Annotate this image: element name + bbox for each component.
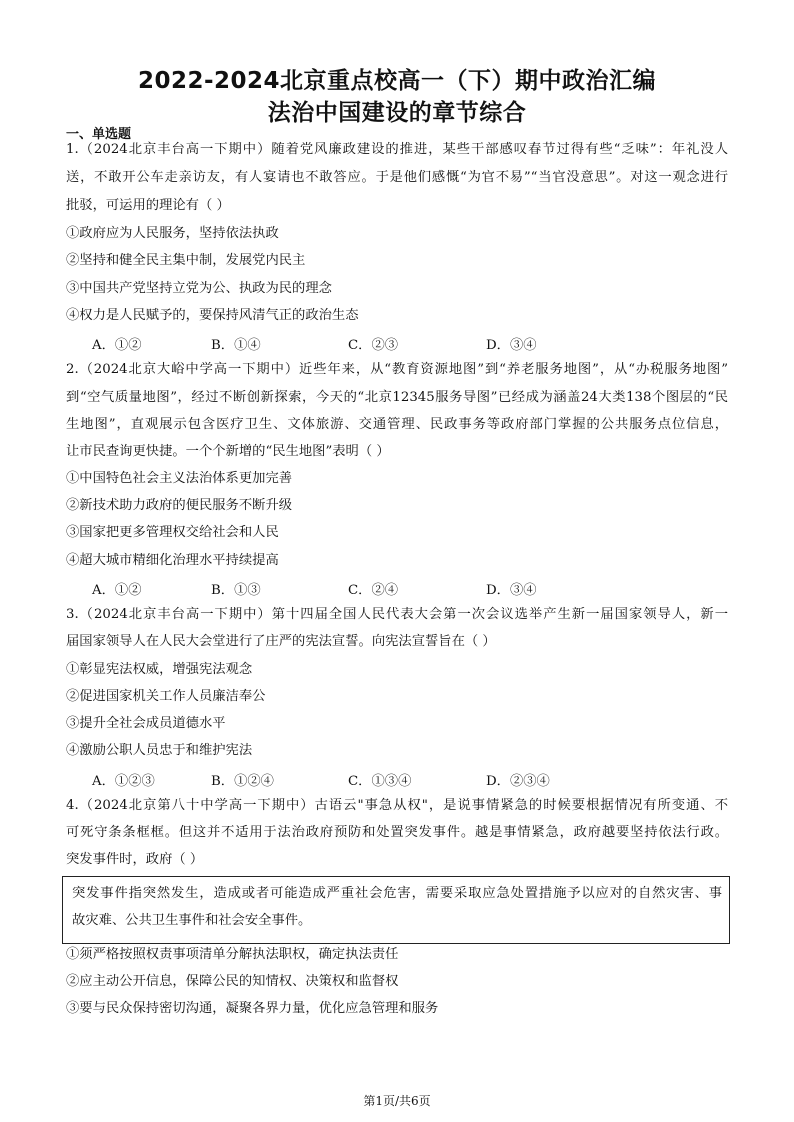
page-number: 第1页/共6页: [363, 1094, 431, 1108]
question-1-statement: ④权力是人民赋予的，要保持风清气正的政治生态: [66, 308, 359, 323]
question-1-choice-a: A．①②: [92, 338, 142, 353]
question-2-statement: ③国家把更多管理权交给社会和人民: [66, 525, 279, 540]
question-4-statement: ②应主动公开信息，保障公民的知情权、决策权和监督权: [66, 974, 399, 989]
question-1-choice-d: D．③④: [486, 338, 537, 353]
question-3-statement: ②促进国家机关工作人员廉洁奉公: [66, 689, 266, 704]
question-3-statement: ①彰显宪法权威，增强宪法观念: [66, 662, 253, 677]
doc-subtitle: 法治中国建设的章节综合: [267, 100, 527, 126]
question-4-stem-line: 可死守条条框框。但这并不适用于法治政府预防和处置突发事件。越是事情紧急，政府越要坚持依法行政。: [66, 825, 728, 840]
question-4-stem-line: 4.（2024北京第八十中学高一下期中）古语云"事急从权"，是说事情紧急的时候要根据情况有所变通、不: [66, 798, 728, 813]
question-2-stem-line: 2.（2024北京大峪中学高一下期中）近些年来，从“教育资源地图”到“养老服务地图”，从“办税服务地图”: [66, 362, 728, 377]
question-3-stem-line: 届国家领导人在人民大会堂进行了庄严的宪法宣誓。向宪法宣誓旨在（ ）: [66, 634, 496, 649]
section-heading: 一、单选题: [66, 127, 132, 142]
question-3-choice-c: C．①③④: [348, 774, 412, 789]
question-2-choice-d: D．③④: [486, 583, 537, 598]
doc-title: 2022-2024北京重点校高一（下）期中政治汇编: [137, 68, 657, 94]
question-2-choice-a: A．①②: [92, 583, 142, 598]
question-2-choice-c: C．②④: [348, 583, 399, 598]
question-1-choice-c: C．②③: [348, 338, 399, 353]
question-1-stem-line: 送，不敢开公车走亲访友，有人宴请也不敢答应。于是他们感慨“为官不易”“当官没意思”。对这一观念进行: [66, 170, 728, 185]
question-2-stem-line: 生地图”，直观展示包含医疗卫生、文体旅游、交通管理、民政事务等政府部门掌握的公共服务点位信息，: [66, 417, 728, 432]
question-1-stem-line: 批驳，可运用的理论有（ ）: [66, 198, 230, 213]
question-3-stem-line: 3.（2024北京丰台高一下期中）第十四届全国人民代表大会第一次会议选举产生新一届国家领导人，新一: [66, 607, 728, 622]
question-2-statement: ④超大城市精细化治理水平持续提高: [66, 553, 279, 568]
question-1-choice-b: B．①④: [211, 338, 261, 353]
question-2-stem-line: 到“空气质量地图”，经过不断创新探索，今天的“北京12345服务导图”已经成为涵盖24大类138个图层的“民: [66, 390, 728, 405]
question-1-statement: ②坚持和健全民主集中制，发展党内民主: [66, 253, 306, 268]
question-3-statement: ④激励公职人员忠于和维护宪法: [66, 743, 253, 758]
question-2-statement: ②新技术助力政府的便民服务不断升级: [66, 498, 293, 513]
question-2-statement: ①中国特色社会主义法治体系更加完善: [66, 471, 293, 486]
question-2-stem-line: 让市民查询更快捷。一个个新增的“民生地图”表明（ ）: [66, 444, 390, 459]
question-4-stem-line: 突发事件时，政府（ ）: [66, 852, 204, 867]
question-1-statement: ③中国共产党坚持立党为公、执政为民的理念: [66, 281, 332, 296]
question-4-statement: ①须严格按照权责事项清单分解执法职权，确定执法责任: [66, 947, 399, 962]
question-1-statement: ①政府应为人民服务，坚持依法执政: [66, 226, 279, 241]
question-3-choice-a: A．①②③: [92, 774, 155, 789]
question-1-stem-line: 1.（2024北京丰台高一下期中）随着党风廉政建设的推进，某些干部感叹春节过得有些“乏味”：年礼没人: [66, 142, 728, 157]
material-text-line: 故灾难、公共卫生事件和社会安全事件。: [72, 913, 312, 928]
question-3-statement: ③提升全社会成员道德水平: [66, 716, 226, 731]
question-4-statement: ③要与民众保持密切沟通，凝聚各界力量，优化应急管理和服务: [66, 1001, 439, 1016]
material-text-line: 突发事件指突然发生，造成或者可能造成严重社会危害，需要采取应急处置措施予以应对的自然灾害、事: [72, 886, 722, 901]
question-3-choice-b: B．①②④: [211, 774, 274, 789]
question-3-choice-d: D．②③④: [486, 774, 550, 789]
question-2-choice-b: B．①③: [211, 583, 261, 598]
